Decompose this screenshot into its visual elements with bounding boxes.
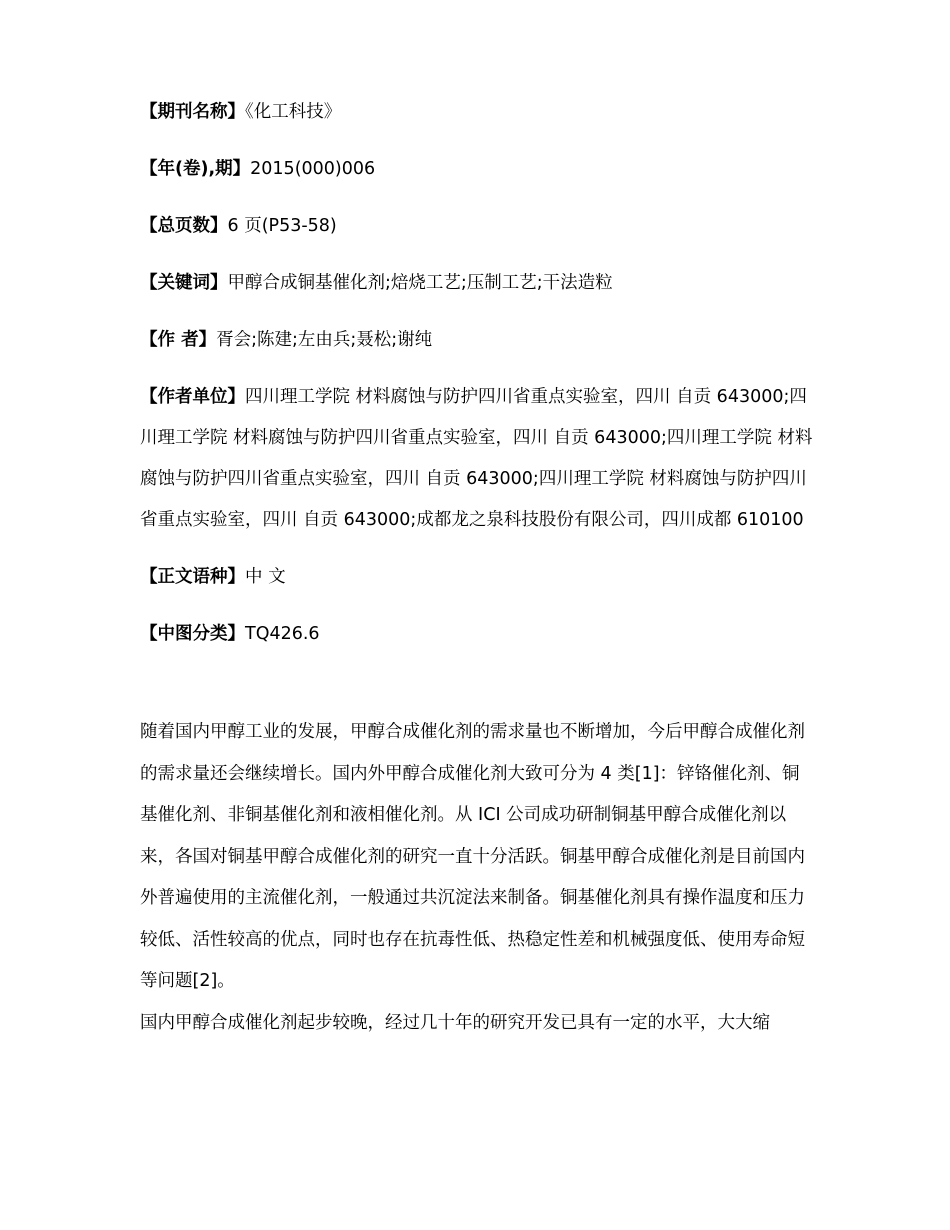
pages-label: 【总页数】 [140,216,228,236]
authors-label: 【作 者】 [140,330,217,350]
volume-value: 2015(000)006 [250,159,376,179]
classification-label: 【中图分类】 [140,624,245,644]
journal-value: 《化工科技》 [245,102,342,122]
document-page [140,92,815,1044]
volume-label: 【年(卷),期】 [140,159,251,179]
language-value: 中 文 [245,567,286,587]
authors-value: 胥会;陈建;左由兵;聂松;谢纯 [216,330,433,350]
affiliation-value: 四川理工学院 材料腐蚀与防护四川省重点实验室，四川 自贡 643000;四川理工学院 材料腐蚀与防护四川省重点实验室，四川 自贡 643000;四川理工学院 材料腐蚀与防护四川省重点实验室，四川 自贡 643000;四川理工学院 材料腐蚀与防护四川省重点实验室，四川 自贡 643000;成都龙之泉科技股份有限公司，四川成都 610100 [140,387,813,530]
keywords-value: 甲醇合成铜基催化剂;焙烧工艺;压制工艺;干法造粒 [227,273,613,293]
keywords-label: 【关键词】 [140,273,228,293]
classification-value: TQ426.6 [245,624,320,644]
language-label: 【正文语种】 [140,567,245,587]
body-text [140,712,815,1044]
classification-row [140,614,815,655]
affiliation-row [140,377,815,541]
pages-value: 6 页(P53-58) [227,216,337,236]
language-row [140,557,815,598]
authors-row [140,320,815,361]
keywords-row [140,263,815,304]
body-paragraph: 国内甲醇合成催化剂起步较晚，经过几十年的研究开发已具有一定的水平，大大缩 [140,1012,770,1033]
journal-label: 【期刊名称】 [140,102,245,122]
journal-row [140,92,815,133]
pages-row [140,206,815,247]
affiliation-label: 【作者单位】 [140,387,245,407]
body-paragraph: 随着国内甲醇工业的发展，甲醇合成催化剂的需求量也不断增加，今后甲醇合成催化剂的需求量还会继续增长。国内外甲醇合成催化剂大致可分为 4 类[1]：锌铬催化剂、铜基催化剂、非铜基催化剂和液相催化剂。从 ICI 公司成功研制铜基甲醇合成催化剂以来，各国对铜基甲醇合成催化剂的研究一直十分活跃。铜基甲醇合成催化剂是目前国内外普遍使用的主流催化剂，一般通过共沉淀法来制备。铜基催化剂具有操作温度和压力较低、活性较高的优点，同时也存在抗毒性低、热稳定性差和机械强度低、使用寿命短等问题[2]。 [140,722,805,991]
volume-row [140,149,815,190]
